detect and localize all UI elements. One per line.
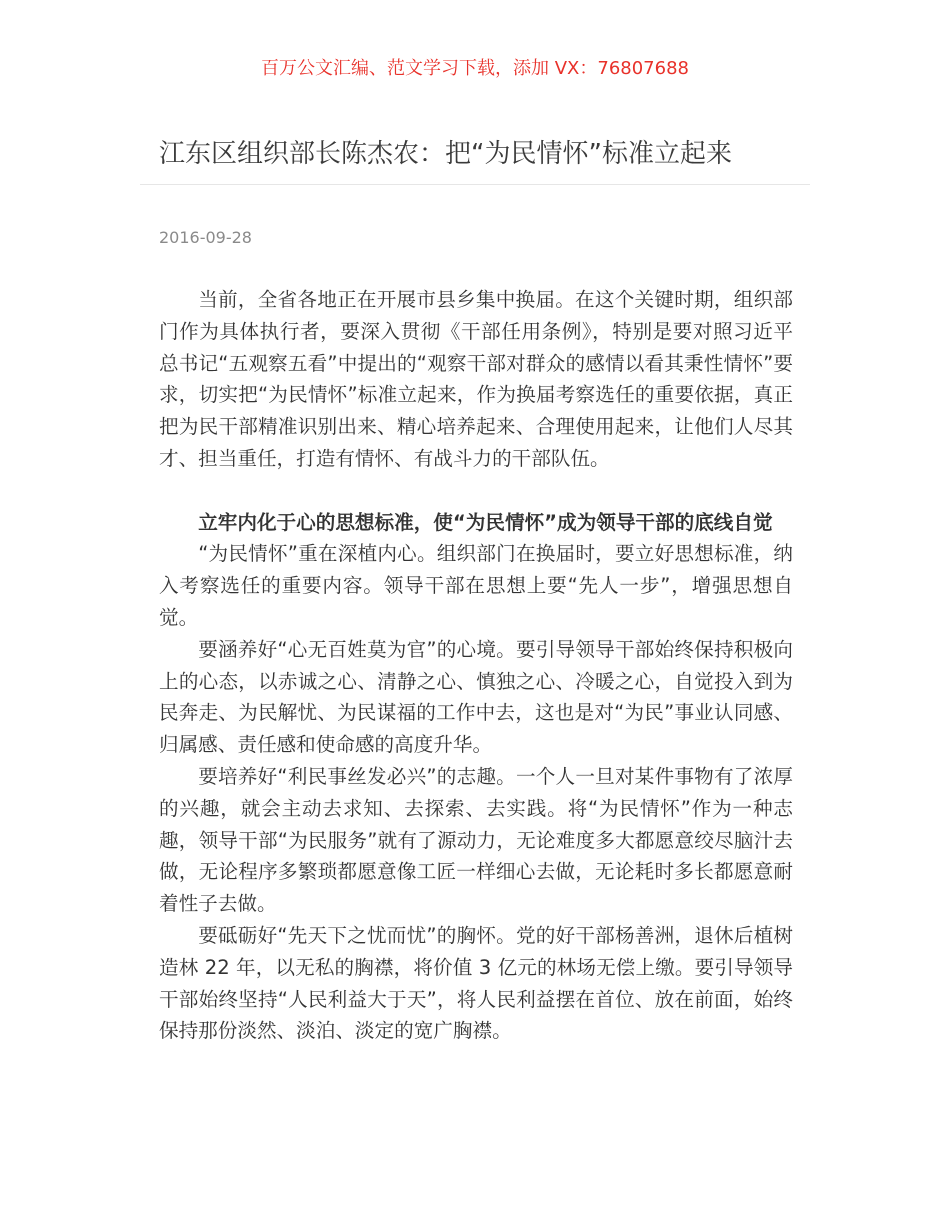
paragraph: 当前，全省各地正在开展市县乡集中换届。在这个关键时期，组织部门作为具体执行者，要深入贯彻《干部任用条例》，特别是要对照习近平总书记“五观察五看”中提出的“观察干部对群众的感情以看其秉性情怀”要求，切实把“为民情怀”标准立起来，作为换届考察选任的重要依据，真正把为民干部精准识别出来、精心培养起来、合理使用起来，让他们人尽其才、担当重任，打造有情怀、有战斗力的干部队伍。 <box>159 288 793 470</box>
paragraph: 要涵养好“心无百姓莫为官”的心境。要引导领导干部始终保持积极向上的心态，以赤诚之心、清静之心、慎独之心、冷暖之心，自觉投入到为民奔走、为民解忧、为民谋福的工作中去，这也是对“为民”事业认同感、归属感、责任感和使命感的高度升华。 <box>159 637 793 757</box>
paragraph: “为民情怀”重在深植内心。组织部门在换届时，要立好思想标准，纳入考察选任的重要内容。领导干部在思想上要“先人一步”，增强思想自觉。 <box>159 542 793 629</box>
title-divider <box>140 184 810 185</box>
watermark-banner: 百万公文汇编、范文学习下载，添加 VX：76807688 <box>261 58 689 79</box>
publish-date: 2016-09-28 <box>159 228 252 247</box>
article-title: 江东区组织部长陈杰农：把“为民情怀”标准立起来 <box>159 139 732 169</box>
paragraph: 要培养好“利民事丝发必兴”的志趣。一个人一旦对某件事物有了浓厚的兴趣，就会主动去求知、去探索、去实践。将“为民情怀”作为一种志趣，领导干部“为民服务”就有了源动力，无论难度多大都愿意绞尽脑汁去做，无论程序多繁琐都愿意像工匠一样细心去做，无论耗时多长都愿意耐着性子去做。 <box>159 764 793 916</box>
section-heading: 立牢内化于心的思想标准，使“为民情怀”成为领导干部的底线自觉 <box>198 510 773 534</box>
paragraph: 要砥砺好“先天下之忧而忧”的胸怀。党的好干部杨善洲，退休后植树造林 22 年，以无私的胸襟，将价值 3 亿元的林场无偿上缴。要引导领导干部始终坚持“人民利益大于天”，将人民利益摆在首位、放在前面，始终保持那份淡然、淡泊、淡定的宽广胸襟。 <box>159 923 793 1043</box>
article-body <box>159 284 793 1047</box>
